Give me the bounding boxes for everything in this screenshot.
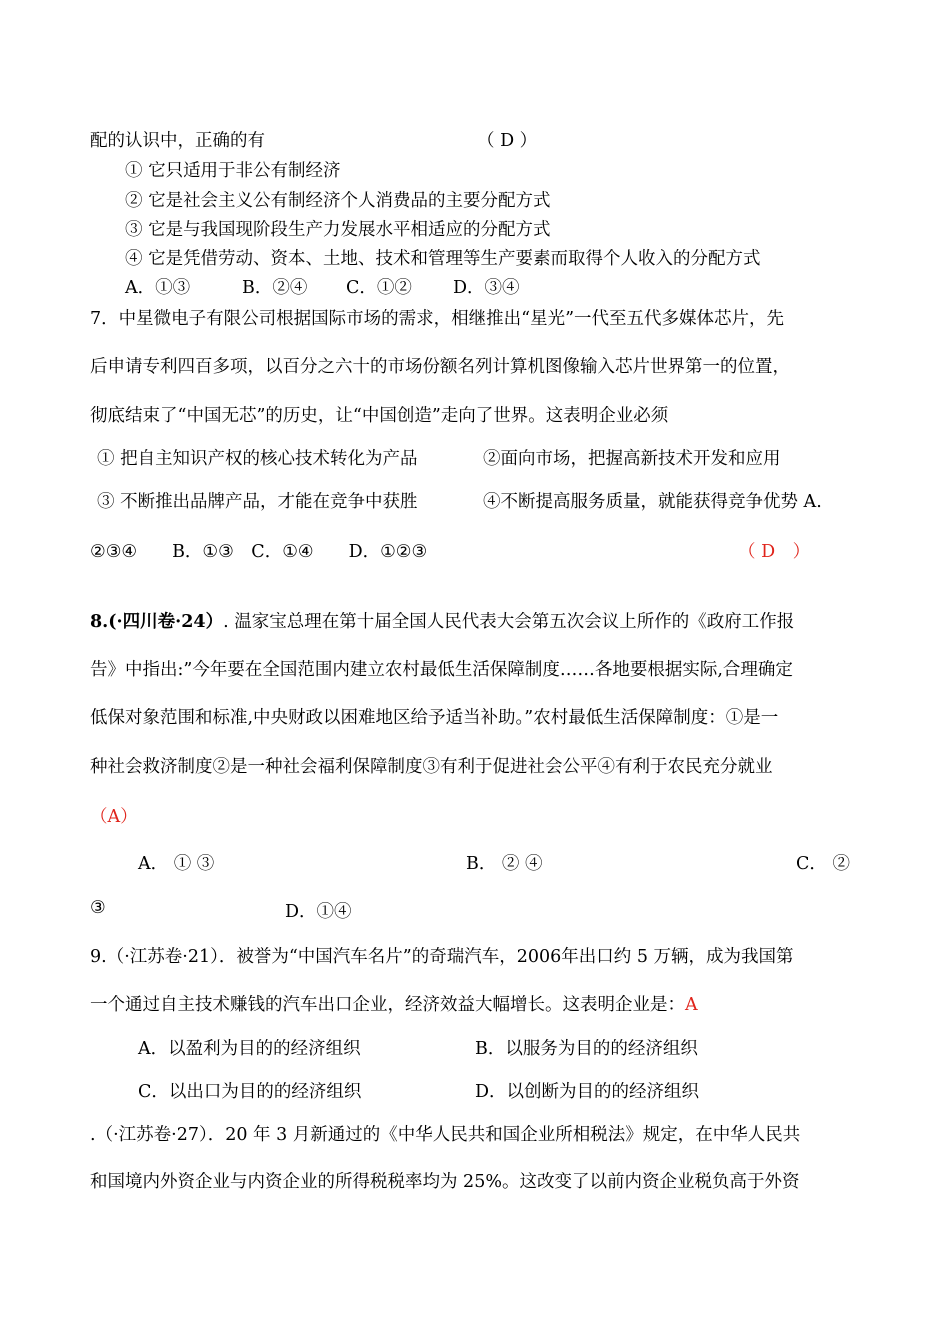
- q8-line-2: 告》中指出:”今年要在全国范围内建立农村最低生活保障制度……各地要根据实际,合理确定: [90, 660, 793, 680]
- q7-option-2: ②面向市场，把握高新技术开发和应用: [483, 449, 781, 469]
- q9-line-1: 9.（·江苏卷·21）．被誉为“中国汽车名片”的奇瑞汽车，2006年出口约 5 万辆，成为我国第: [90, 947, 794, 967]
- q7-choices: ②③④ B．①③ C．①④ D．①②③: [90, 542, 428, 562]
- q6-option-3: ③ 它是与我国现阶段生产力发展水平相适应的分配方式: [125, 220, 551, 240]
- q9-line-2: [90, 991, 698, 1016]
- q7-line-2: 后申请专利四百多项，以百分之六十的市场份额名列计算机图像输入芯片世界第一的位置，: [90, 357, 790, 377]
- q6-answer: （ D ）: [477, 131, 538, 151]
- q7-line-1: 7．中星微电子有限公司根据国际市场的需求，相继推出“星光”一代至五代多媒体芯片，先: [90, 309, 785, 329]
- q7-answer: （ D ）: [738, 542, 811, 562]
- q8-line-3: 低保对象范围和标准,中央财政以困难地区给予适当补助。”农村最低生活保障制度：①是一: [90, 708, 779, 728]
- q8-choice-a: A． ① ③: [138, 854, 215, 874]
- q8-choice-b: B． ② ④: [466, 854, 543, 874]
- q9-choice-d: D．以创断为目的的经济组织: [475, 1082, 700, 1102]
- q8-choice-d: D．①④: [285, 902, 352, 922]
- q6-choice-b: B．②④: [242, 278, 308, 298]
- q8-line-4: 种社会救济制度②是一种社会福利保障制度③有利于促进社会公平④有利于农民充分就业: [90, 757, 773, 777]
- q6-option-1: ① 它只适用于非公有制经济: [125, 161, 341, 181]
- q6-choice-a: A．①③: [125, 278, 191, 298]
- q9-choice-a: A．以盈利为目的的经济组织: [138, 1039, 361, 1059]
- q9-choice-b: B．以服务为目的的经济组织: [475, 1039, 698, 1059]
- q10-line-2: 和国境内外资企业与内资企业的所得税税率均为 25%。这改变了以前内资企业税负高于外资: [90, 1172, 800, 1192]
- q6-stem-tail: 配的认识中，正确的有: [90, 131, 265, 151]
- q8-line-1: [90, 608, 794, 633]
- q8-choice-c: C． ②: [796, 854, 850, 874]
- q9-choice-c: C．以出口为目的的经济组织: [138, 1082, 362, 1102]
- q6-option-2: ② 它是社会主义公有制经济个人消费品的主要分配方式: [125, 191, 551, 211]
- q6-choice-d: D．③④: [453, 278, 520, 298]
- q8-answer: （A）: [90, 807, 138, 827]
- q7-option-3: ③ 不断推出品牌产品，才能在竞争中获胜: [97, 492, 418, 512]
- q7-line-3: 彻底结束了“中国无芯”的历史，让“中国创造”走向了世界。这表明企业必须: [90, 406, 669, 426]
- q6-option-4: ④ 它是凭借劳动、资本、土地、技术和管理等生产要素而取得个人收入的分配方式: [125, 249, 761, 269]
- q8-source: 8.(·四川卷·24）: [90, 612, 224, 632]
- q6-choice-c: C．①②: [346, 278, 412, 298]
- q8-line-1-text: . 温家宝总理在第十届全国人民代表大会第五次会议上所作的《政府工作报: [223, 612, 795, 632]
- q10-line-1: .（·江苏卷·27）．20 年 3 月新通过的《中华人民共和国企业所相税法》规定，在中华人民共: [90, 1125, 801, 1145]
- q9-line-2-text: 一个通过自主技术赚钱的汽车出口企业，经济效益大幅增长。这表明企业是：: [90, 995, 685, 1015]
- q9-answer: A: [685, 995, 698, 1015]
- q7-option-1: ① 把自主知识产权的核心技术转化为产品: [97, 449, 418, 469]
- q7-option-4: ④不断提高服务质量，就能获得竞争优势 A.: [483, 492, 822, 512]
- q8-choice-c-cont: ③: [90, 898, 106, 918]
